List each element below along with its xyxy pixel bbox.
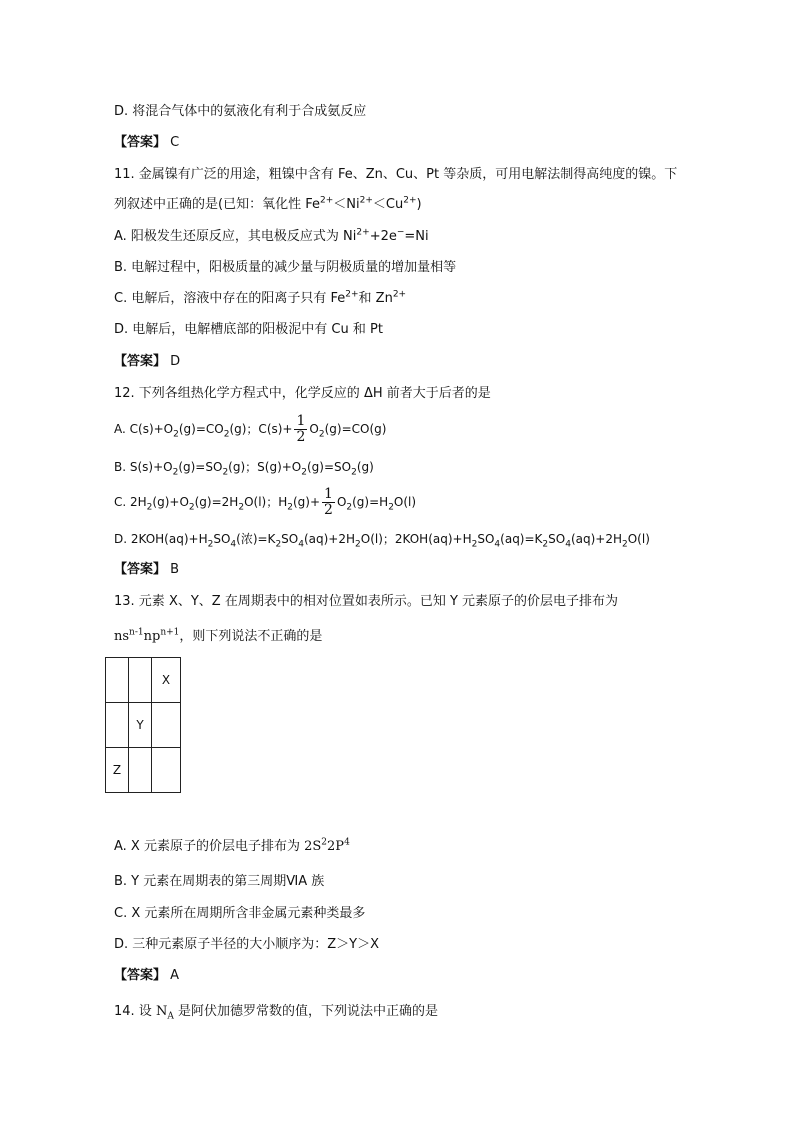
t: (g)=CO(g) bbox=[324, 422, 387, 436]
t: (浓)=K bbox=[236, 532, 276, 546]
t: O bbox=[336, 495, 347, 509]
t: (g)=H bbox=[352, 495, 389, 509]
t: (aq)+2H bbox=[570, 532, 622, 546]
t: 2+ bbox=[345, 289, 359, 300]
t: (g) bbox=[356, 460, 374, 474]
fraction-one-half bbox=[322, 487, 335, 518]
t: B. 电解过程中，阳极质量的减少量与阴极质量的增加量相等 bbox=[114, 260, 457, 275]
t: D. 三种元素原子半径的大小顺序为：Z＞Y＞X bbox=[114, 937, 380, 952]
t: (g)；C(s)+ bbox=[229, 422, 293, 436]
t: 2 bbox=[346, 502, 353, 513]
t: 2 bbox=[275, 539, 282, 550]
t: 2+ bbox=[356, 227, 370, 238]
answer-value: D bbox=[170, 354, 181, 369]
t: 列叙述中正确的是(已知：氧化性 Fe bbox=[114, 197, 320, 212]
t: ns bbox=[114, 629, 130, 644]
t: 2P bbox=[327, 839, 345, 854]
t: C. 2H bbox=[114, 495, 147, 509]
table-row bbox=[106, 658, 181, 703]
t: (g)=2H bbox=[194, 495, 239, 509]
t: 2+ bbox=[359, 195, 373, 206]
t: (g)=CO bbox=[178, 422, 224, 436]
answer-label: 【答案】 bbox=[114, 968, 167, 983]
q12-stem bbox=[114, 385, 491, 403]
answer-value: B bbox=[170, 562, 180, 577]
t: ＜Cu bbox=[372, 197, 404, 212]
table-cell bbox=[152, 748, 181, 793]
t: B. S(s)+O bbox=[114, 460, 173, 474]
t: A. C(s)+O bbox=[114, 422, 174, 436]
q13-option-c bbox=[114, 905, 365, 923]
table-cell bbox=[106, 658, 129, 703]
t: n-1 bbox=[129, 627, 144, 638]
q10-option-d bbox=[114, 103, 366, 121]
t: ＜Ni bbox=[333, 197, 360, 212]
t: O(l) bbox=[627, 532, 650, 546]
t: np bbox=[143, 629, 161, 644]
t: 2 bbox=[622, 539, 628, 550]
table-cell: Y bbox=[129, 703, 152, 748]
q11-option-b bbox=[114, 259, 456, 277]
t: O(l)；H bbox=[244, 495, 288, 509]
t: 2+ bbox=[403, 195, 417, 206]
t: 2 bbox=[388, 502, 394, 513]
q13-option-a bbox=[114, 838, 350, 856]
t: B. Y 元素在周期表的第三周期ⅥA 族 bbox=[114, 874, 325, 889]
t: SO bbox=[281, 532, 299, 546]
q12-option-b bbox=[114, 458, 374, 476]
answer-value: A bbox=[170, 968, 180, 983]
t: =Ni bbox=[404, 229, 429, 244]
t: C. X 元素所在周期所含非金属元素种类最多 bbox=[114, 906, 366, 921]
answer-value: C bbox=[170, 135, 180, 150]
t: 2 bbox=[471, 539, 478, 550]
t: 4 bbox=[494, 539, 501, 550]
q12-option-d bbox=[114, 530, 650, 548]
t: (g)+ bbox=[292, 495, 321, 509]
t: 2 bbox=[207, 539, 214, 550]
q10-answer bbox=[114, 134, 179, 152]
answer-label: 【答案】 bbox=[114, 562, 167, 577]
t: 是阿伏加德罗常数的值，下列说法中正确的是 bbox=[173, 1004, 438, 1019]
t: 2 bbox=[351, 467, 357, 478]
t: 2+ bbox=[392, 289, 407, 300]
t: A bbox=[167, 1011, 174, 1022]
t: 2 bbox=[222, 467, 229, 478]
t: 2 bbox=[301, 467, 307, 478]
t: 12. 下列各组热化学方程式中，化学反应的 ΔH 前者大于后者的是 bbox=[114, 386, 491, 401]
t: 和 Zn bbox=[358, 291, 393, 306]
t: 14. 设 bbox=[114, 1004, 156, 1019]
t: 2+ bbox=[319, 195, 334, 206]
t: 2 bbox=[355, 539, 361, 550]
q13-option-b bbox=[114, 873, 324, 891]
q13-answer bbox=[114, 967, 179, 985]
table-cell: X bbox=[152, 658, 181, 703]
t: D. 2KOH(aq)+H bbox=[114, 532, 208, 546]
t: − bbox=[396, 227, 405, 238]
t: 2 bbox=[238, 502, 245, 513]
t: 4 bbox=[344, 837, 350, 848]
t: +2e bbox=[369, 229, 397, 244]
table-cell bbox=[106, 703, 129, 748]
t: (aq)=K bbox=[500, 532, 543, 546]
t: 1 bbox=[296, 413, 306, 429]
t: (g)=SO bbox=[307, 460, 352, 474]
t: 4 bbox=[230, 539, 237, 550]
t: 4 bbox=[565, 539, 571, 550]
t: A. 阳极发生还原反应，其电极反应式为 Ni bbox=[114, 229, 357, 244]
q11-answer bbox=[114, 353, 180, 371]
table-cell bbox=[129, 658, 152, 703]
q10-option-d-text: D. 将混合气体中的氨液化有利于合成氨反应 bbox=[114, 104, 367, 119]
t: 2 bbox=[188, 502, 195, 513]
t: O(l)；2KOH(aq)+H bbox=[360, 532, 472, 546]
q11-stem-line2 bbox=[114, 196, 422, 214]
t: A. X 元素原子的价层电子排布为 bbox=[114, 839, 305, 854]
t: SO bbox=[213, 532, 231, 546]
t: 2 bbox=[321, 837, 328, 848]
q13-stem-line2 bbox=[114, 628, 322, 646]
t: 2 bbox=[324, 502, 333, 518]
periodic-position-table bbox=[105, 657, 181, 793]
t: C. 电解后，溶液中存在的阳离子只有 Fe bbox=[114, 291, 346, 306]
q12-option-c bbox=[114, 485, 416, 519]
t: 2 bbox=[542, 539, 549, 550]
t: SO bbox=[548, 532, 566, 546]
t: 13. 元素 X、Y、Z 在周期表中的相对位置如表所示。已知 Y 元素原子的价层电子排布为 bbox=[114, 594, 619, 609]
answer-label: 【答案】 bbox=[114, 135, 167, 150]
q12-option-a bbox=[114, 412, 386, 446]
t: O(l) bbox=[393, 495, 417, 509]
t: O bbox=[309, 422, 319, 436]
table-row bbox=[106, 703, 181, 748]
table-cell bbox=[152, 703, 181, 748]
t: 2 bbox=[287, 502, 293, 513]
t: 2 bbox=[318, 429, 325, 440]
t: 4 bbox=[298, 539, 304, 550]
q11-stem-line1 bbox=[114, 166, 677, 184]
q11-option-d bbox=[114, 321, 383, 339]
t: (g)+O bbox=[152, 495, 189, 509]
table-cell bbox=[129, 748, 152, 793]
q11-option-c bbox=[114, 290, 406, 308]
t: 2 bbox=[146, 502, 153, 513]
t: 2 bbox=[172, 467, 179, 478]
answer-label: 【答案】 bbox=[114, 354, 167, 369]
t: ) bbox=[416, 197, 422, 212]
q13-option-d bbox=[114, 936, 379, 954]
t: ，则下列说法不正确的是 bbox=[179, 629, 323, 644]
t: n+1 bbox=[160, 627, 180, 638]
t: SO bbox=[477, 532, 495, 546]
table-cell: Z bbox=[106, 748, 129, 793]
q12-answer bbox=[114, 561, 179, 579]
t: (aq)+2H bbox=[303, 532, 356, 546]
t: N bbox=[155, 1004, 168, 1019]
fraction-one-half bbox=[294, 414, 307, 445]
table-row bbox=[106, 748, 181, 793]
t: 2S bbox=[304, 839, 322, 854]
q14-stem bbox=[114, 1003, 438, 1021]
t: D. 电解后，电解槽底部的阳极泥中有 Cu 和 Pt bbox=[114, 322, 383, 337]
t: (g)=SO bbox=[178, 460, 223, 474]
t: 2 bbox=[173, 429, 179, 440]
t: 2 bbox=[223, 429, 230, 440]
t: (g)；S(g)+O bbox=[228, 460, 302, 474]
q11-stem1-text: 11. 金属镍有广泛的用途，粗镍中含有 Fe、Zn、Cu、Pt 等杂质，可用电解法制得高纯度的镍。下 bbox=[114, 167, 678, 182]
t: 2 bbox=[296, 429, 306, 445]
t: 1 bbox=[324, 486, 333, 502]
q11-option-a bbox=[114, 228, 429, 246]
q13-stem-line1 bbox=[114, 593, 618, 611]
